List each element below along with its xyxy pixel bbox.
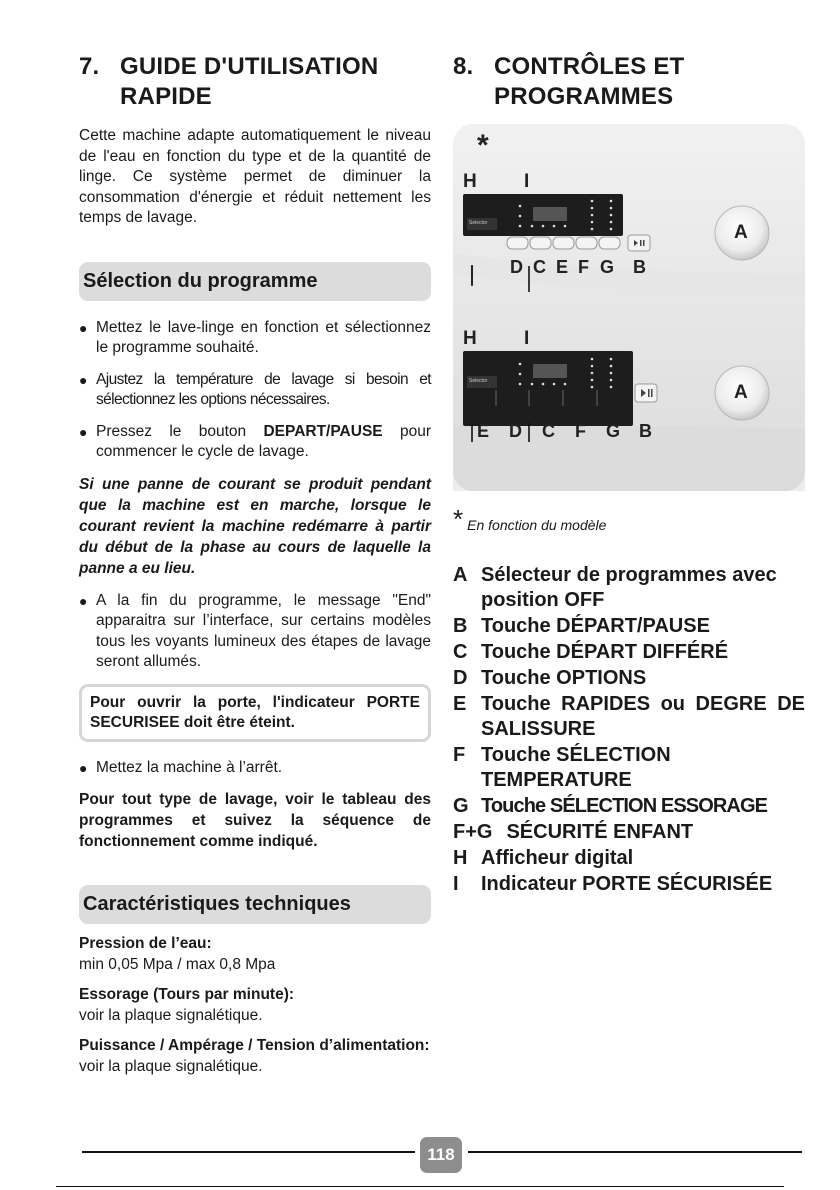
page-number: 118 bbox=[420, 1137, 462, 1173]
heading-number: 7. bbox=[79, 53, 100, 80]
footer-rule-left bbox=[82, 1151, 415, 1153]
legend-row-fg: F+G SÉCURITÉ ENFANT bbox=[453, 821, 694, 843]
legend-row-c: C Touche DÉPART DIFFÉRÉ bbox=[453, 641, 729, 663]
label-bottom-2-b: B bbox=[639, 421, 652, 441]
legend-row-h: H Afficheur digital bbox=[453, 847, 634, 869]
controls-legend bbox=[453, 563, 805, 897]
label-h-1: H bbox=[463, 171, 477, 192]
label-a-2: A bbox=[734, 382, 748, 403]
door-lock-note: Pour ouvrir la porte, l'indicateur PORTE SECURISEE doit être éteint. bbox=[79, 684, 431, 742]
left-column bbox=[79, 52, 431, 1077]
off-list bbox=[79, 758, 431, 779]
label-bottom-2-d: D bbox=[509, 421, 522, 441]
tech-spin: Essorage (Tours par minute): voir la plaque signalétique. bbox=[79, 986, 295, 1024]
heading-number: 8. bbox=[453, 53, 474, 80]
label-bottom-2-f: F bbox=[575, 421, 586, 441]
section-heading-guide bbox=[79, 52, 431, 112]
legend-row-i: I Indicateur PORTE SÉCURISÉE bbox=[453, 873, 773, 895]
tech-section-title: Caractéristiques techniques bbox=[79, 885, 431, 924]
label-a-1: A bbox=[734, 222, 748, 243]
power-failure-warning: Si une panne de courant se produit pendant que la machine est en marche, lorsque le courant revient la machine redémarre à partir du début de la phase au cours de laquelle la panne a eu lieu. bbox=[79, 475, 431, 577]
legend-row-b: B Touche DÉPART/PAUSE bbox=[453, 615, 710, 637]
label-bottom-1-g: G bbox=[600, 257, 615, 277]
footer-rule-right bbox=[468, 1151, 802, 1153]
steps-list bbox=[79, 318, 431, 463]
label-bottom-1-d: D bbox=[510, 257, 523, 277]
step-item: ● A la fin du programme, le message "End" apparaitra sur l’interface, sur certains modèles tous les voyants lumineux des étapes de lavage seront allumés. bbox=[79, 591, 431, 673]
section-heading-controls bbox=[453, 52, 805, 112]
program-table-note: Pour tout type de lavage, voir le tableau des programmes et suivez la séquence de fonctionnement comme indiqué. bbox=[79, 791, 431, 850]
selector-text-1: Selector bbox=[469, 220, 488, 226]
legend-row-a: A Sélecteur de programmes avec position OFF bbox=[453, 564, 777, 611]
label-i-1: I bbox=[524, 171, 530, 192]
label-bottom-1-b: B bbox=[633, 257, 646, 277]
legend-row-f: F Touche SÉLECTION TEMPERATURE bbox=[453, 744, 671, 791]
heading-text: CONTRÔLES ET PROGRAMMES bbox=[494, 53, 685, 110]
label-bottom-2-c: C bbox=[542, 421, 555, 441]
right-column bbox=[453, 52, 805, 898]
selection-section-title: Sélection du programme bbox=[79, 262, 431, 301]
legend-row-d: D Touche OPTIONS bbox=[453, 667, 647, 689]
control-panel-diagram bbox=[453, 124, 805, 491]
footnote-star: * bbox=[453, 504, 464, 534]
label-i-2: I bbox=[524, 328, 530, 349]
step-item: ● Ajustez la température de lavage si besoin et sélectionnez les options nécessaires. bbox=[79, 370, 431, 411]
step-item: ● Mettez la machine à l’arrêt. bbox=[79, 758, 431, 779]
label-bottom-2-e: E bbox=[477, 421, 490, 441]
footnote-text: En fonction du modèle bbox=[467, 517, 607, 533]
model-footnote bbox=[453, 504, 805, 534]
label-h-2: H bbox=[463, 328, 477, 349]
model-star: * bbox=[477, 129, 489, 162]
heading-text: GUIDE D'UTILISATION RAPIDE bbox=[120, 53, 379, 110]
start-pause-term: DEPART/PAUSE bbox=[263, 422, 383, 440]
bottom-rule bbox=[56, 1186, 784, 1187]
tech-water-pressure: Pression de l’eau: min 0,05 Mpa / max 0,8 Mpa bbox=[79, 935, 276, 973]
label-bottom-1-f: F bbox=[578, 257, 589, 277]
selector-text-2: Selector bbox=[469, 378, 488, 384]
display-panel-2 bbox=[463, 351, 633, 426]
control-panel-illustration bbox=[453, 124, 805, 491]
label-bottom-2-g: G bbox=[606, 421, 621, 441]
intro-paragraph: Cette machine adapte automatiquement le niveau de l'eau en fonction du type et de la quantité de linge. Ce système permet de diminuer la consommation d'énergie et réduit nettement les temps de lavage. bbox=[79, 127, 431, 226]
legend-row-e: E Touche RAPIDES ou DEGRE DE SALISSURE bbox=[453, 693, 805, 740]
step-item: ● Mettez le lave-linge en fonction et sélectionnez le programme souhaité. bbox=[79, 318, 431, 359]
end-list bbox=[79, 591, 431, 673]
step-item: ● Pressez le bouton DEPART/PAUSE pour commencer le cycle de lavage. bbox=[79, 422, 431, 463]
label-bottom-1-e: E bbox=[556, 257, 569, 277]
tech-power: Puissance / Ampérage / Tension d’alimentation: voir la plaque signalétique. bbox=[79, 1037, 430, 1075]
legend-row-g: G Touche SÉLECTION ESSORAGE bbox=[453, 795, 768, 817]
label-bottom-1-c: C bbox=[533, 257, 546, 277]
